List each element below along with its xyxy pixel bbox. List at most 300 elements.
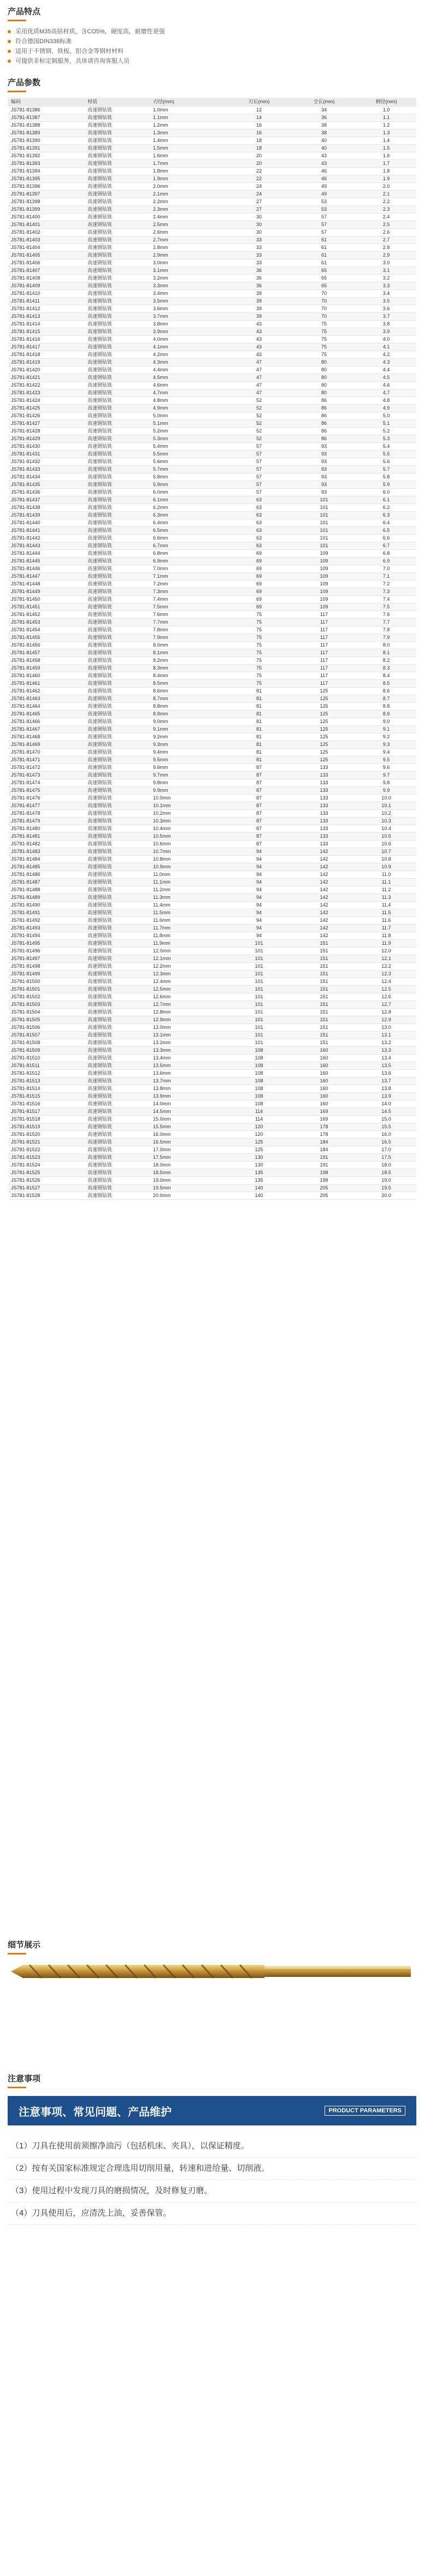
- cell-shank-dia: 12.4: [356, 978, 416, 986]
- cell-total-length: 53: [292, 198, 356, 206]
- cell-blade-length: 22: [226, 168, 292, 175]
- cell-blade-length: 108: [226, 1077, 292, 1085]
- table-row: [8, 451, 416, 458]
- cell-blade-length: 87: [226, 787, 292, 795]
- cell-material: 高速钢钻铣: [84, 886, 150, 894]
- cell-shank-dia: 7.1: [356, 573, 416, 581]
- cell-total-length: 151: [292, 963, 356, 970]
- cell-material: 高速钢钻铣: [84, 665, 150, 672]
- cell-blade-dia: 20.0mm: [150, 1192, 226, 1200]
- cell-blade-length: 94: [226, 894, 292, 902]
- cell-blade-length: 87: [226, 810, 292, 818]
- cell-shank-dia: 8.4: [356, 672, 416, 680]
- cell-blade-dia: 1.1mm: [150, 114, 226, 122]
- cell-blade-length: 63: [226, 512, 292, 519]
- cell-blade-length: 12: [226, 106, 292, 114]
- cell-shank-dia: 11.6: [356, 917, 416, 925]
- cell-blade-dia: 8.5mm: [150, 680, 226, 688]
- cell-code: JS781-81403: [8, 236, 84, 244]
- cell-blade-length: 22: [226, 175, 292, 183]
- cell-total-length: 38: [292, 129, 356, 137]
- cell-shank-dia: 10.6: [356, 840, 416, 848]
- cell-total-length: 93: [292, 458, 356, 466]
- cell-shank-dia: 9.0: [356, 718, 416, 726]
- cell-material: 高速钢钻铣: [84, 680, 150, 688]
- cell-blade-length: 87: [226, 825, 292, 833]
- cell-blade-length: 69: [226, 565, 292, 573]
- cell-code: JS781-81490: [8, 902, 84, 909]
- cell-code: JS781-81517: [8, 1108, 84, 1116]
- cell-shank-dia: 19.5: [356, 1185, 416, 1192]
- cell-blade-dia: 5.8mm: [150, 473, 226, 481]
- cell-blade-dia: 19.5mm: [150, 1185, 226, 1192]
- cell-code: JS781-81502: [8, 993, 84, 1001]
- cell-shank-dia: 5.9: [356, 481, 416, 489]
- cell-total-length: 142: [292, 856, 356, 863]
- cell-shank-dia: 6.6: [356, 535, 416, 542]
- table-row: [8, 145, 416, 152]
- cell-code: JS781-81469: [8, 741, 84, 749]
- cell-material: 高速钢钻铣: [84, 810, 150, 818]
- cell-blade-dia: 9.8mm: [150, 779, 226, 787]
- cell-material: 高速钢钻铣: [84, 833, 150, 840]
- cell-blade-dia: 10.6mm: [150, 840, 226, 848]
- notice-section: [8, 2072, 416, 2225]
- table-row: [8, 1032, 416, 1039]
- cell-blade-length: 101: [226, 1024, 292, 1032]
- cell-material: 高速钢钻铣: [84, 710, 150, 718]
- cell-shank-dia: 1.1: [356, 114, 416, 122]
- cell-code: JS781-81441: [8, 527, 84, 535]
- cell-shank-dia: 11.5: [356, 909, 416, 917]
- table-row: [8, 871, 416, 879]
- title-underline: [8, 2087, 26, 2088]
- cell-material: 高速钢钻铣: [84, 718, 150, 726]
- cell-blade-dia: 11.6mm: [150, 917, 226, 925]
- cell-blade-length: 81: [226, 749, 292, 756]
- table-row: [8, 1085, 416, 1093]
- cell-total-length: 86: [292, 412, 356, 420]
- cell-blade-dia: 12.5mm: [150, 986, 226, 993]
- cell-blade-length: 47: [226, 389, 292, 397]
- cell-code: JS781-81418: [8, 351, 84, 359]
- cell-blade-length: 27: [226, 198, 292, 206]
- cell-shank-dia: 8.0: [356, 642, 416, 649]
- cell-blade-dia: 7.9mm: [150, 634, 226, 642]
- cell-blade-length: 36: [226, 275, 292, 282]
- cell-shank-dia: 10.9: [356, 863, 416, 871]
- cell-material: 高速钢钻铣: [84, 1024, 150, 1032]
- cell-total-length: 101: [292, 496, 356, 504]
- table-row: [8, 535, 416, 542]
- cell-blade-dia: 6.7mm: [150, 542, 226, 550]
- cell-blade-length: 39: [226, 313, 292, 321]
- cell-blade-length: 125: [226, 1146, 292, 1154]
- cell-code: JS781-81400: [8, 214, 84, 221]
- table-header-row: [8, 98, 416, 106]
- table-row: [8, 787, 416, 795]
- cell-blade-dia: 3.9mm: [150, 328, 226, 336]
- cell-blade-length: 69: [226, 558, 292, 565]
- cell-blade-dia: 4.3mm: [150, 359, 226, 366]
- cell-shank-dia: 9.9: [356, 787, 416, 795]
- cell-shank-dia: 4.8: [356, 397, 416, 405]
- cell-blade-length: 87: [226, 833, 292, 840]
- cell-material: 高速钢钻铣: [84, 1100, 150, 1108]
- cell-blade-length: 14: [226, 114, 292, 122]
- cell-code: JS781-81439: [8, 512, 84, 519]
- cell-blade-dia: 8.9mm: [150, 710, 226, 718]
- table-row: [8, 229, 416, 236]
- cell-code: JS781-81414: [8, 321, 84, 328]
- cell-blade-dia: 11.9mm: [150, 940, 226, 948]
- cell-blade-length: 39: [226, 305, 292, 313]
- table-row: [8, 749, 416, 756]
- bullet-icon: [8, 50, 11, 53]
- table-row: [8, 1123, 416, 1131]
- table-row: [8, 1139, 416, 1146]
- table-row: [8, 298, 416, 305]
- features-section: [8, 5, 416, 66]
- cell-blade-length: 20: [226, 160, 292, 168]
- cell-material: 高速钢钻铣: [84, 244, 150, 252]
- cell-blade-dia: 9.5mm: [150, 756, 226, 764]
- cell-code: JS781-81466: [8, 718, 84, 726]
- cell-shank-dia: 2.6: [356, 229, 416, 236]
- table-row: [8, 1070, 416, 1077]
- cell-code: JS781-81522: [8, 1146, 84, 1154]
- cell-blade-dia: 14.5mm: [150, 1108, 226, 1116]
- cell-blade-length: 101: [226, 1016, 292, 1024]
- cell-shank-dia: 7.6: [356, 611, 416, 619]
- bullet-icon: [8, 60, 11, 63]
- cell-blade-length: 94: [226, 848, 292, 856]
- table-row: [8, 1192, 416, 1200]
- cell-code: JS781-81458: [8, 657, 84, 665]
- cell-blade-length: 33: [226, 252, 292, 259]
- table-row: [8, 932, 416, 940]
- cell-blade-length: 75: [226, 665, 292, 672]
- table-row: [8, 565, 416, 573]
- cell-material: 高速钢钻铣: [84, 412, 150, 420]
- cell-blade-dia: 10.5mm: [150, 833, 226, 840]
- cell-total-length: 133: [292, 802, 356, 810]
- table-row: [8, 1100, 416, 1108]
- cell-blade-dia: 11.7mm: [150, 925, 226, 932]
- table-row: [8, 1177, 416, 1185]
- table-row: [8, 519, 416, 527]
- cell-blade-length: 33: [226, 259, 292, 267]
- cell-shank-dia: 10.2: [356, 810, 416, 818]
- cell-shank-dia: 5.5: [356, 451, 416, 458]
- cell-shank-dia: 12.6: [356, 993, 416, 1001]
- cell-blade-dia: 2.5mm: [150, 221, 226, 229]
- cell-blade-dia: 10.3mm: [150, 818, 226, 825]
- cell-code: JS781-81512: [8, 1070, 84, 1077]
- cell-shank-dia: 4.5: [356, 374, 416, 382]
- notice-item: （1）刀具在使用前须擦净油污（包括机床、夹具），以保证精度。: [8, 2135, 416, 2158]
- cell-code: JS781-81481: [8, 833, 84, 840]
- cell-blade-length: 57: [226, 473, 292, 481]
- table-row: [8, 282, 416, 290]
- cell-blade-length: 94: [226, 863, 292, 871]
- cell-blade-length: 69: [226, 550, 292, 558]
- cell-code: JS781-81515: [8, 1093, 84, 1100]
- cell-blade-length: 57: [226, 451, 292, 458]
- cell-shank-dia: 7.8: [356, 626, 416, 634]
- cell-blade-dia: 2.8mm: [150, 244, 226, 252]
- table-row: [8, 940, 416, 948]
- table-row: [8, 175, 416, 183]
- cell-material: 高速钢钻铣: [84, 642, 150, 649]
- cell-material: 高速钢钻铣: [84, 611, 150, 619]
- cell-blade-length: 63: [226, 527, 292, 535]
- cell-code: JS781-81443: [8, 542, 84, 550]
- table-row: [8, 412, 416, 420]
- cell-blade-dia: 8.4mm: [150, 672, 226, 680]
- cell-blade-length: 69: [226, 588, 292, 596]
- cell-blade-dia: 5.7mm: [150, 466, 226, 473]
- cell-material: 高速钢钻铣: [84, 443, 150, 451]
- cell-code: JS781-81485: [8, 863, 84, 871]
- cell-total-length: 178: [292, 1123, 356, 1131]
- cell-material: 高速钢钻铣: [84, 573, 150, 581]
- cell-blade-dia: 7.0mm: [150, 565, 226, 573]
- cell-blade-length: 43: [226, 336, 292, 344]
- cell-total-length: 93: [292, 466, 356, 473]
- cell-material: 高速钢钻铣: [84, 879, 150, 886]
- cell-blade-dia: 9.3mm: [150, 741, 226, 749]
- table-row: [8, 527, 416, 535]
- cell-code: JS781-81448: [8, 581, 84, 588]
- cell-blade-dia: 5.0mm: [150, 412, 226, 420]
- table-row: [8, 435, 416, 443]
- cell-total-length: 151: [292, 940, 356, 948]
- cell-shank-dia: 12.1: [356, 955, 416, 963]
- cell-material: 高速钢钻铣: [84, 894, 150, 902]
- cell-blade-dia: 3.7mm: [150, 313, 226, 321]
- cell-material: 高速钢钻铣: [84, 1039, 150, 1047]
- cell-total-length: 86: [292, 405, 356, 412]
- cell-material: 高速钢钻铣: [84, 871, 150, 879]
- cell-blade-dia: 15.5mm: [150, 1123, 226, 1131]
- cell-shank-dia: 4.0: [356, 336, 416, 344]
- cell-total-length: 142: [292, 902, 356, 909]
- table-row: [8, 718, 416, 726]
- cell-total-length: 125: [292, 710, 356, 718]
- cell-blade-length: 87: [226, 795, 292, 802]
- cell-material: 高速钢钻铣: [84, 481, 150, 489]
- cell-code: JS781-81476: [8, 795, 84, 802]
- table-row: [8, 206, 416, 214]
- cell-code: JS781-81465: [8, 710, 84, 718]
- cell-blade-length: 57: [226, 443, 292, 451]
- cell-code: JS781-81395: [8, 175, 84, 183]
- cell-code: JS781-81480: [8, 825, 84, 833]
- cell-code: JS781-81464: [8, 703, 84, 710]
- cell-material: 高速钢钻铣: [84, 619, 150, 626]
- cell-blade-dia: 7.3mm: [150, 588, 226, 596]
- table-row: [8, 1055, 416, 1062]
- cell-shank-dia: 14.5: [356, 1108, 416, 1116]
- table-row: [8, 221, 416, 229]
- cell-material: 高速钢钻铣: [84, 726, 150, 733]
- cell-code: JS781-81483: [8, 848, 84, 856]
- cell-blade-dia: 6.0mm: [150, 489, 226, 496]
- cell-shank-dia: 6.9: [356, 558, 416, 565]
- cell-blade-length: 47: [226, 374, 292, 382]
- cell-shank-dia: 3.5: [356, 298, 416, 305]
- cell-shank-dia: 4.4: [356, 366, 416, 374]
- table-row: [8, 863, 416, 871]
- cell-total-length: 142: [292, 932, 356, 940]
- cell-blade-length: 81: [226, 710, 292, 718]
- cell-code: JS781-81525: [8, 1169, 84, 1177]
- cell-blade-dia: 4.9mm: [150, 405, 226, 412]
- cell-shank-dia: 8.5: [356, 680, 416, 688]
- cell-blade-length: 94: [226, 879, 292, 886]
- cell-code: JS781-81420: [8, 366, 84, 374]
- table-row: [8, 443, 416, 451]
- cell-total-length: 93: [292, 473, 356, 481]
- cell-blade-dia: 3.5mm: [150, 298, 226, 305]
- cell-blade-dia: 6.6mm: [150, 535, 226, 542]
- table-row: [8, 649, 416, 657]
- cell-blade-dia: 11.4mm: [150, 902, 226, 909]
- cell-blade-dia: 4.0mm: [150, 336, 226, 344]
- table-row: [8, 122, 416, 129]
- cell-material: 高速钢钻铣: [84, 535, 150, 542]
- cell-blade-dia: 1.3mm: [150, 129, 226, 137]
- cell-material: 高速钢钻铣: [84, 657, 150, 665]
- cell-blade-dia: 16.0mm: [150, 1131, 226, 1139]
- cell-material: 高速钢钻铣: [84, 955, 150, 963]
- cell-blade-dia: 10.2mm: [150, 810, 226, 818]
- cell-total-length: 125: [292, 718, 356, 726]
- cell-material: 高速钢钻铣: [84, 129, 150, 137]
- cell-shank-dia: 12.5: [356, 986, 416, 993]
- cell-blade-dia: 8.8mm: [150, 703, 226, 710]
- cell-code: JS781-81521: [8, 1139, 84, 1146]
- cell-code: JS781-81453: [8, 619, 84, 626]
- cell-material: 高速钢钻铣: [84, 626, 150, 634]
- cell-blade-length: 69: [226, 573, 292, 581]
- col-shank-dia: 柄径(mm): [356, 98, 416, 106]
- cell-shank-dia: 11.1: [356, 879, 416, 886]
- cell-shank-dia: 5.4: [356, 443, 416, 451]
- cell-shank-dia: 18.0: [356, 1162, 416, 1169]
- cell-material: 高速钢钻铣: [84, 473, 150, 481]
- cell-code: JS781-81415: [8, 328, 84, 336]
- cell-blade-dia: 2.4mm: [150, 214, 226, 221]
- notice-item: （3）使用过程中发现刀具的磨损情况，及时修复刃磨。: [8, 2180, 416, 2202]
- cell-code: JS781-81438: [8, 504, 84, 512]
- cell-code: JS781-81445: [8, 558, 84, 565]
- cell-shank-dia: 4.9: [356, 405, 416, 412]
- cell-total-length: 65: [292, 282, 356, 290]
- cell-material: 高速钢钻铣: [84, 779, 150, 787]
- cell-blade-length: 52: [226, 397, 292, 405]
- col-blade-dia: 刃径(mm): [150, 98, 226, 106]
- cell-material: 高速钢钻铣: [84, 856, 150, 863]
- cell-blade-length: 43: [226, 344, 292, 351]
- cell-code: JS781-81393: [8, 160, 84, 168]
- cell-blade-length: 108: [226, 1085, 292, 1093]
- cell-material: 高速钢钻铣: [84, 1009, 150, 1016]
- cell-shank-dia: 12.3: [356, 970, 416, 978]
- cell-total-length: 40: [292, 145, 356, 152]
- cell-code: JS781-81446: [8, 565, 84, 573]
- cell-code: JS781-81398: [8, 198, 84, 206]
- cell-material: 高速钢钻铣: [84, 688, 150, 695]
- table-row: [8, 550, 416, 558]
- cell-material: 高速钢钻铣: [84, 290, 150, 298]
- cell-material: 高速钢钻铣: [84, 428, 150, 435]
- cell-shank-dia: 13.6: [356, 1070, 416, 1077]
- table-row: [8, 1062, 416, 1070]
- cell-blade-length: 101: [226, 1039, 292, 1047]
- cell-code: JS781-81475: [8, 787, 84, 795]
- cell-total-length: 61: [292, 259, 356, 267]
- cell-total-length: 57: [292, 214, 356, 221]
- cell-shank-dia: 8.1: [356, 649, 416, 657]
- cell-code: JS781-81404: [8, 244, 84, 252]
- cell-shank-dia: 3.6: [356, 305, 416, 313]
- cell-material: 高速钢钻铣: [84, 489, 150, 496]
- cell-material: 高速钢钻铣: [84, 1162, 150, 1169]
- cell-blade-dia: 7.7mm: [150, 619, 226, 626]
- cell-shank-dia: 3.9: [356, 328, 416, 336]
- table-row: [8, 336, 416, 344]
- cell-blade-length: 101: [226, 978, 292, 986]
- cell-shank-dia: 2.1: [356, 191, 416, 198]
- cell-total-length: 205: [292, 1185, 356, 1192]
- cell-code: JS781-81470: [8, 749, 84, 756]
- cell-code: JS781-81425: [8, 405, 84, 412]
- cell-shank-dia: 12.0: [356, 948, 416, 955]
- cell-total-length: 133: [292, 764, 356, 772]
- cell-blade-length: 47: [226, 359, 292, 366]
- cell-blade-length: 75: [226, 680, 292, 688]
- cell-code: JS781-81429: [8, 435, 84, 443]
- cell-material: 高速钢钻铣: [84, 259, 150, 267]
- cell-total-length: 142: [292, 871, 356, 879]
- cell-total-length: 109: [292, 596, 356, 603]
- cell-blade-length: 81: [226, 733, 292, 741]
- cell-code: JS781-81497: [8, 955, 84, 963]
- table-row: [8, 848, 416, 856]
- cell-code: JS781-81503: [8, 1001, 84, 1009]
- cell-shank-dia: 13.9: [356, 1093, 416, 1100]
- cell-material: 高速钢钻铣: [84, 1062, 150, 1070]
- cell-blade-length: 33: [226, 244, 292, 252]
- cell-total-length: 46: [292, 168, 356, 175]
- cell-code: JS781-81436: [8, 489, 84, 496]
- cell-code: JS781-81509: [8, 1047, 84, 1055]
- cell-material: 高速钢钻铣: [84, 1001, 150, 1009]
- cell-code: JS781-81410: [8, 290, 84, 298]
- cell-blade-dia: 18.0mm: [150, 1162, 226, 1169]
- feature-item: 可提供非标定制服务，具体请咨询客服人员: [8, 56, 416, 66]
- params-table-body: [8, 106, 416, 1200]
- cell-shank-dia: 9.7: [356, 772, 416, 779]
- bullet-icon: [8, 40, 11, 43]
- cell-material: 高速钢钻铣: [84, 818, 150, 825]
- cell-blade-dia: 13.2mm: [150, 1039, 226, 1047]
- cell-total-length: 151: [292, 993, 356, 1001]
- cell-shank-dia: 12.9: [356, 1016, 416, 1024]
- cell-material: 高速钢钻铣: [84, 1032, 150, 1039]
